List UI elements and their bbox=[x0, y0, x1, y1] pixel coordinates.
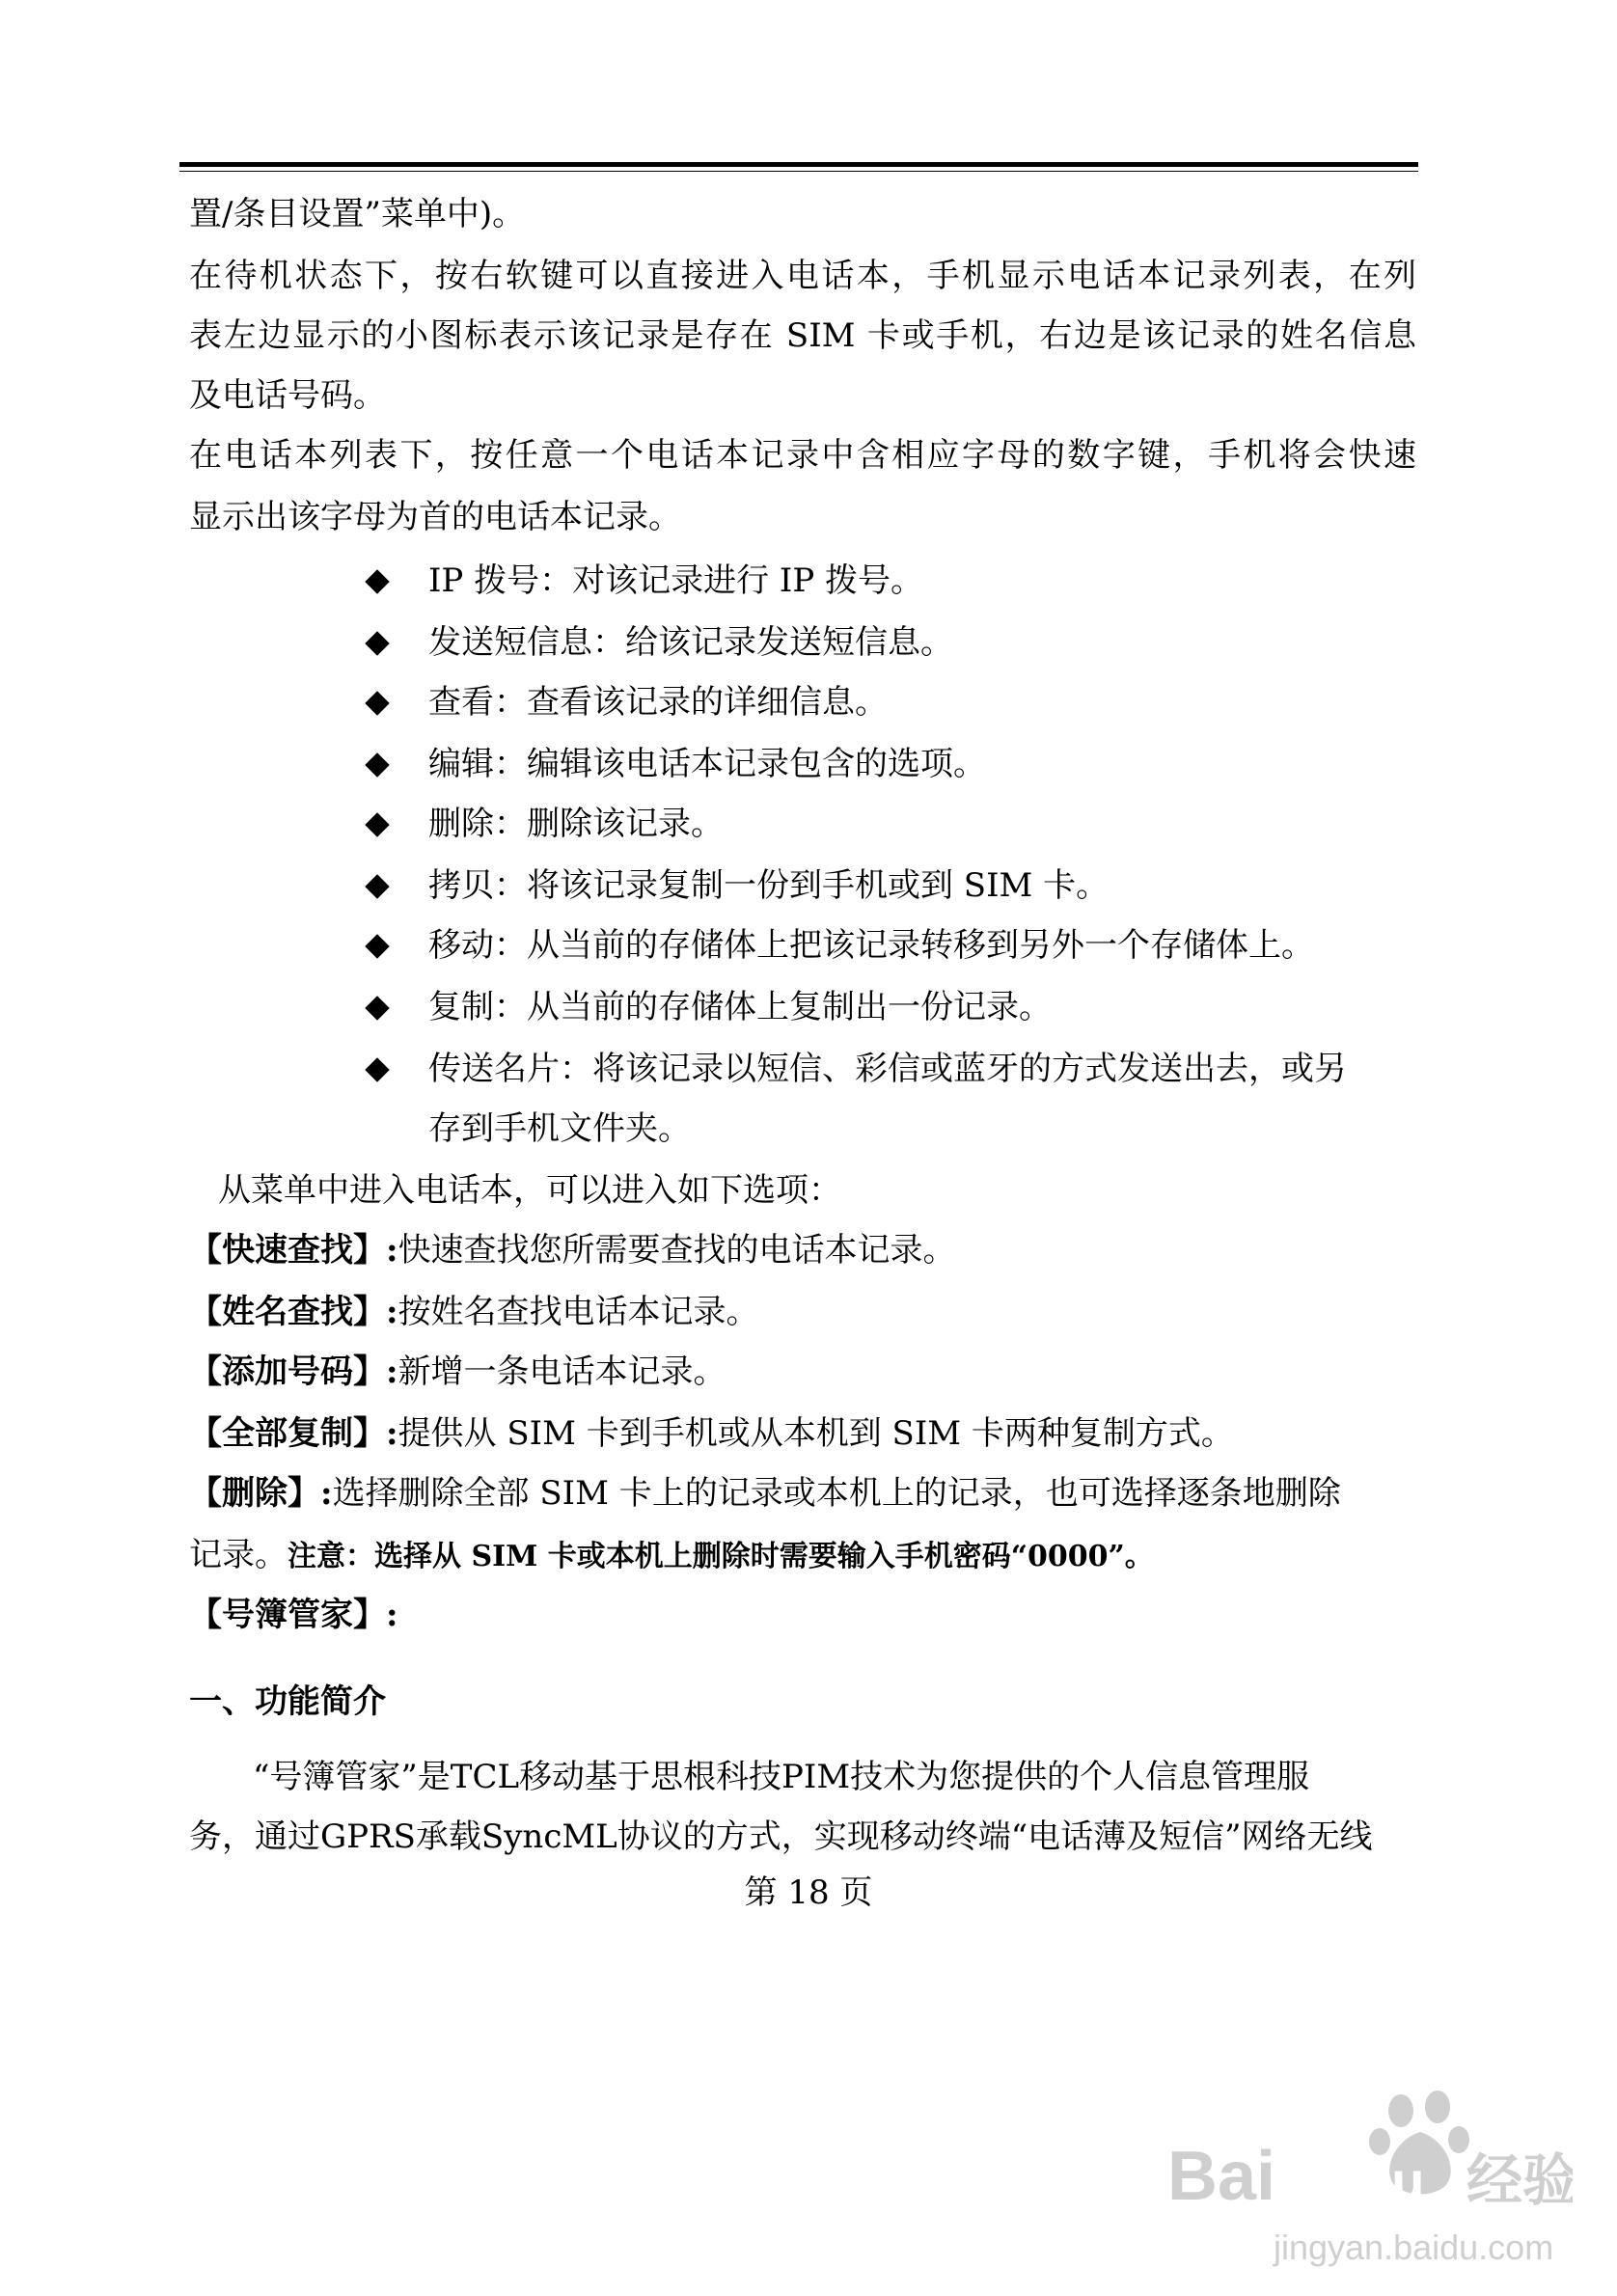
page-number: 第 18 页 bbox=[744, 1873, 873, 1912]
intro-paragraph-line: 务，通过GPRS承载SyncML协议的方式，实现移动终端“电话薄及短信”网络无线 bbox=[189, 1818, 1373, 1856]
option-label: 【删除】: bbox=[189, 1474, 333, 1513]
baidu-paw-logo bbox=[1148, 2084, 1573, 2277]
svg-text:经验: 经验 bbox=[1466, 2147, 1573, 2213]
phonebook-manager-label: 【号簿管家】: bbox=[189, 1596, 398, 1634]
diamond-bullet-icon bbox=[365, 631, 389, 655]
diamond-bullet-icon bbox=[365, 874, 389, 898]
option-row: 【快速查找】:快速查找您所需要查找的电话本记录。 bbox=[189, 1231, 956, 1270]
section-heading: 一、功能简介 bbox=[189, 1682, 386, 1721]
diamond-bullet-icon bbox=[365, 569, 389, 593]
baidu-watermark bbox=[1148, 2084, 1573, 2277]
paragraph-line: 表左边显示的小图标表示该记录是存在 SIM 卡或手机，右边是该记录的姓名信息 bbox=[189, 316, 1416, 355]
option-label: 【姓名查找】: bbox=[189, 1293, 398, 1331]
diamond-bullet-icon bbox=[365, 996, 389, 1020]
svg-text:jingyan.baidu.com: jingyan.baidu.com bbox=[1274, 2228, 1554, 2267]
option-row: 【删除】:选择删除全部 SIM 卡上的记录或本机上的记录，也可选择逐条地删除 bbox=[189, 1474, 1341, 1513]
option-row: 【添加号码】:新增一条电话本记录。 bbox=[189, 1353, 726, 1391]
diamond-bullet-icon bbox=[365, 691, 389, 715]
diamond-bullet-icon bbox=[365, 934, 389, 958]
paragraph-line: 在待机状态下，按右软键可以直接进入电话本，手机显示电话本记录列表，在列 bbox=[189, 257, 1416, 295]
paragraph-line: 及电话号码。 bbox=[189, 376, 386, 415]
intro-paragraph-line: “号簿管家”是TCL移动基于思根科技PIM技术为您提供的个人信息管理服 bbox=[253, 1758, 1310, 1796]
menu-intro: 从菜单中进入电话本，可以进入如下选项： bbox=[218, 1171, 841, 1210]
paragraph-line: 显示出该字母为首的电话本记录。 bbox=[189, 498, 681, 536]
header-rule-thin bbox=[179, 171, 1418, 172]
svg-text:du: du bbox=[1358, 2150, 1425, 2211]
diamond-bullet-icon bbox=[365, 752, 389, 777]
option-row-continuation: 记录。注意：选择从 SIM 卡或本机上删除时需要输入手机密码“0000”。 bbox=[189, 1536, 1154, 1574]
option-row: 【全部复制】:提供从 SIM 卡到手机或从本机到 SIM 卡两种复制方式。 bbox=[189, 1414, 1234, 1453]
diamond-bullet-icon bbox=[365, 812, 389, 836]
header-rule bbox=[179, 162, 1418, 167]
option-row: 【姓名查找】:按姓名查找电话本记录。 bbox=[189, 1293, 759, 1331]
paragraph-line: 置/条目设置”菜单中)。 bbox=[189, 195, 526, 233]
option-label: 【全部复制】: bbox=[189, 1414, 398, 1453]
option-label: 【添加号码】: bbox=[189, 1353, 398, 1391]
svg-text:Bai: Bai bbox=[1167, 2138, 1276, 2215]
delete-note: 注意：选择从 SIM 卡或本机上删除时需要输入手机密码“0000”。 bbox=[288, 1540, 1154, 1573]
option-label: 【快速查找】: bbox=[189, 1231, 398, 1270]
diamond-bullet-icon bbox=[365, 1057, 389, 1081]
paragraph-line: 在电话本列表下，按任意一个电话本记录中含相应字母的数字键，手机将会快速 bbox=[189, 436, 1416, 475]
